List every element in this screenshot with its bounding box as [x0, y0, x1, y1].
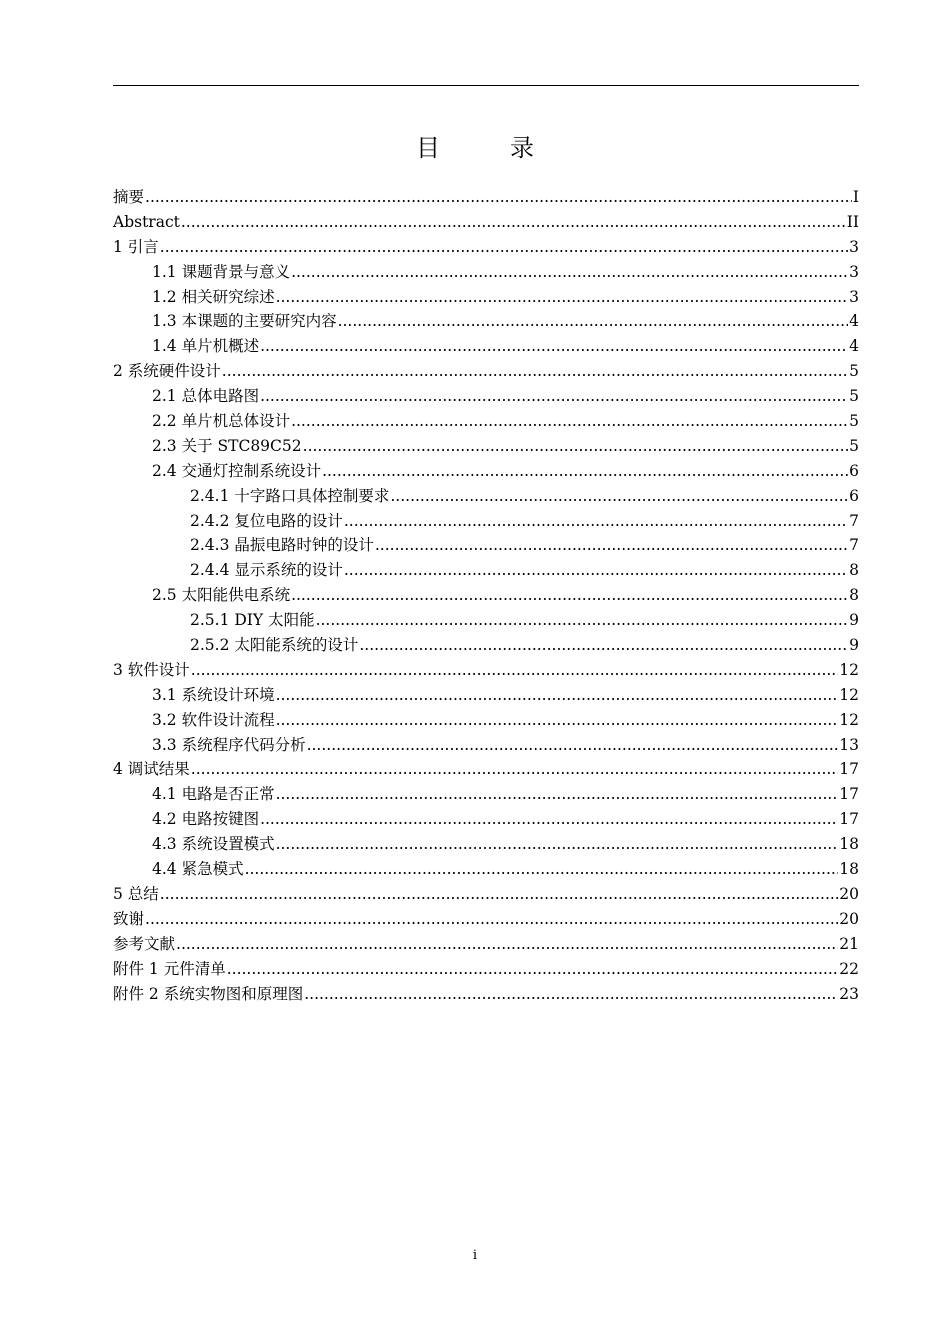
toc-entry-text: 2.4 交通灯控制系统设计: [152, 461, 322, 480]
toc-list: [113, 185, 859, 1006]
toc-entry-page: 8: [849, 561, 859, 580]
toc-dot-leader: [276, 708, 839, 733]
toc-dot-leader: [176, 932, 838, 957]
toc-entry-text: 2.5 太阳能供电系统: [152, 586, 291, 605]
toc-entry[interactable]: [113, 633, 859, 658]
toc-entry[interactable]: [113, 807, 859, 832]
toc-entry[interactable]: [113, 285, 859, 310]
toc-dot-leader: [322, 459, 848, 484]
toc-dot-leader: [160, 882, 838, 907]
toc-entry-page: I: [852, 188, 859, 206]
toc-title-char-1: 目: [416, 134, 440, 162]
toc-dot-leader: [276, 285, 849, 310]
toc-entry[interactable]: [113, 658, 859, 683]
toc-dot-leader: [276, 683, 839, 708]
toc-entry-page: 7: [849, 511, 859, 530]
toc-entry[interactable]: [113, 857, 859, 882]
toc-entry-text: 2.5.1 DIY 太阳能: [190, 611, 315, 630]
toc-dot-leader: [191, 757, 838, 782]
toc-entry[interactable]: [113, 359, 859, 384]
toc-entry-page: 6: [849, 486, 859, 505]
toc-entry[interactable]: [113, 484, 859, 509]
toc-entry[interactable]: [113, 757, 859, 782]
toc-dot-leader: [260, 807, 838, 832]
toc-entry-page: 3: [849, 287, 859, 306]
toc-dot-leader: [145, 907, 838, 932]
toc-entry-page: II: [846, 212, 859, 231]
toc-entry[interactable]: [113, 260, 859, 285]
toc-entry-page: 6: [849, 461, 859, 480]
toc-entry[interactable]: [113, 235, 859, 260]
toc-entry-text: 3.2 软件设计流程: [152, 710, 275, 729]
toc-entry-page: 13: [839, 735, 859, 754]
toc-entry-text: 2.3 关于 STC89C52: [152, 436, 302, 455]
toc-entry-text: 1.2 相关研究综述: [152, 287, 275, 306]
toc-entry-text: 5 总结: [113, 884, 159, 903]
toc-dot-leader: [276, 832, 839, 857]
toc-entry-page: 12: [839, 660, 859, 679]
toc-entry-page: 4: [849, 312, 859, 331]
toc-entry-page: 17: [839, 785, 859, 804]
toc-entry-text: 附件 1 元件清单: [113, 959, 226, 978]
toc-dot-leader: [145, 185, 852, 210]
toc-entry[interactable]: [113, 459, 859, 484]
toc-entry-text: 1 引言: [113, 237, 159, 256]
toc-entry-page: 9: [849, 611, 859, 630]
toc-entry-page: 5: [849, 362, 859, 381]
toc-entry-text: 3.3 系统程序代码分析: [152, 735, 306, 754]
toc-entry[interactable]: [113, 733, 859, 758]
toc-entry-text: 2.4.2 复位电路的设计: [190, 511, 343, 530]
toc-entry-page: 17: [839, 760, 859, 779]
toc-entry-page: 12: [839, 685, 859, 704]
toc-entry[interactable]: [113, 409, 859, 434]
toc-dot-leader: [316, 608, 849, 633]
toc-entry-page: 18: [839, 860, 859, 879]
toc-dot-leader: [260, 384, 848, 409]
toc-title-char-2: 录: [510, 134, 534, 162]
toc-entry-text: 4.1 电路是否正常: [152, 785, 275, 804]
toc-dot-leader: [291, 260, 848, 285]
toc-entry-text: Abstract: [113, 212, 180, 231]
toc-dot-leader: [222, 359, 848, 384]
toc-entry-text: 参考文献: [113, 934, 176, 953]
toc-entry-page: 12: [839, 710, 859, 729]
toc-dot-leader: [291, 409, 848, 434]
toc-entry-page: 23: [839, 984, 859, 1003]
toc-entry-text: 3 软件设计: [113, 660, 190, 679]
toc-entry[interactable]: [113, 185, 859, 210]
toc-entry[interactable]: [113, 509, 859, 534]
toc-dot-leader: [227, 957, 839, 982]
toc-entry[interactable]: [113, 434, 859, 459]
toc-entry-page: 18: [839, 835, 859, 854]
toc-entry-text: 2.5.2 太阳能系统的设计: [190, 636, 359, 655]
toc-entry-text: 4.2 电路按键图: [152, 810, 260, 829]
toc-entry-text: 3.1 系统设计环境: [152, 685, 275, 704]
toc-dot-leader: [390, 484, 848, 509]
toc-entry[interactable]: [113, 932, 859, 957]
toc-entry[interactable]: [113, 558, 859, 583]
toc-entry-page: 17: [839, 810, 859, 829]
toc-dot-leader: [276, 782, 839, 807]
toc-dot-leader: [344, 509, 848, 534]
toc-entry-page: 4: [849, 337, 859, 356]
page-number: i: [472, 1248, 478, 1263]
toc-entry[interactable]: [113, 608, 859, 633]
toc-entry-text: 2.4.3 晶振电路时钟的设计: [190, 536, 374, 555]
toc-title: [0, 131, 950, 165]
toc-entry[interactable]: [113, 384, 859, 409]
toc-entry-text: 附件 2 系统实物图和原理图: [113, 984, 304, 1003]
toc-dot-leader: [291, 583, 848, 608]
toc-entry-text: 1.1 课题背景与意义: [152, 262, 291, 281]
toc-entry[interactable]: [113, 882, 859, 907]
toc-entry-page: 8: [849, 586, 859, 605]
toc-entry-page: 22: [839, 959, 859, 978]
toc-entry[interactable]: [113, 907, 859, 932]
header-rule: [113, 85, 859, 86]
toc-entry-text: 2.4.1 十字路口具体控制要求: [190, 486, 390, 505]
toc-dot-leader: [245, 857, 839, 882]
toc-dot-leader: [307, 733, 839, 758]
toc-entry[interactable]: [113, 683, 859, 708]
toc-entry-text: 2.1 总体电路图: [152, 387, 260, 406]
toc-entry-text: 2.4.4 显示系统的设计: [190, 561, 343, 580]
toc-entry[interactable]: [113, 583, 859, 608]
toc-entry-page: 5: [849, 436, 859, 455]
toc-entry-page: 3: [849, 237, 859, 256]
toc-entry-page: 20: [839, 884, 859, 903]
toc-dot-leader: [344, 558, 848, 583]
toc-entry-text: 2.2 单片机总体设计: [152, 412, 291, 431]
toc-entry[interactable]: [113, 832, 859, 857]
toc-dot-leader: [359, 633, 848, 658]
toc-entry-text: 4.4 紧急模式: [152, 860, 244, 879]
toc-dot-leader: [375, 533, 848, 558]
toc-entry-page: 5: [849, 387, 859, 406]
toc-entry[interactable]: [113, 309, 859, 334]
toc-entry-page: 3: [849, 262, 859, 281]
toc-entry[interactable]: [113, 533, 859, 558]
toc-entry-page: 5: [849, 412, 859, 431]
toc-entry[interactable]: [113, 334, 859, 359]
toc-entry-text: 1.4 单片机概述: [152, 337, 260, 356]
toc-entry-page: 7: [849, 536, 859, 555]
toc-entry-text: 摘要: [113, 188, 145, 206]
toc-dot-leader: [181, 210, 846, 235]
toc-entry[interactable]: [113, 982, 859, 1007]
toc-entry[interactable]: [113, 210, 859, 235]
toc-entry-text: 2 系统硬件设计: [113, 362, 221, 381]
toc-dot-leader: [260, 334, 848, 359]
toc-entry-page: 21: [839, 934, 859, 953]
toc-dot-leader: [160, 235, 848, 260]
toc-entry-text: 4 调试结果: [113, 760, 190, 779]
toc-entry[interactable]: [113, 782, 859, 807]
toc-entry-text: 1.3 本课题的主要研究内容: [152, 312, 337, 331]
toc-entry-page: 20: [839, 909, 859, 928]
toc-entry[interactable]: [113, 708, 859, 733]
toc-entry[interactable]: [113, 957, 859, 982]
toc-dot-leader: [304, 982, 838, 1007]
toc-entry-text: 致谢: [113, 909, 145, 928]
toc-entry-text: 4.3 系统设置模式: [152, 835, 275, 854]
toc-dot-leader: [191, 658, 838, 683]
toc-dot-leader: [303, 434, 848, 459]
toc-dot-leader: [338, 309, 849, 334]
toc-entry-page: 9: [849, 636, 859, 655]
